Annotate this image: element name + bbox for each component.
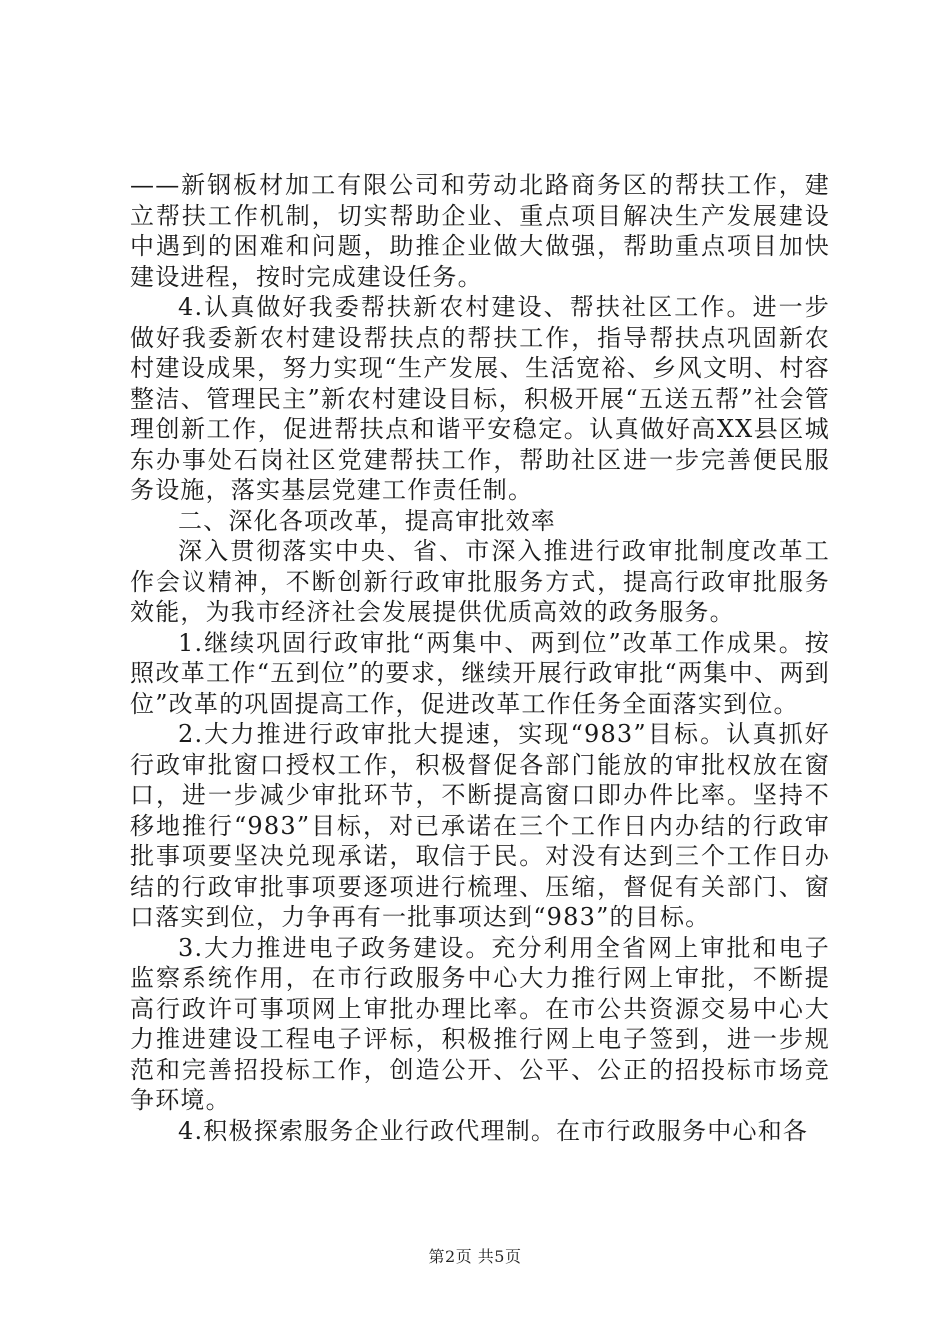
- paragraph-1: ——新钢板材加工有限公司和劳动北路商务区的帮扶工作，建立帮扶工作机制，切实帮助企业、重点项目解决生产发展建设中遇到的困难和问题，助推企业做大做强，帮助重点项目加快建设进程，按时完成建设任务。: [130, 171, 830, 291]
- paragraph-3: 深入贯彻落实中央、省、市深入推进行政审批制度改革工作会议精神，不断创新行政审批服务方式，提高行政审批服务效能，为我市经济社会发展提供优质高效的政务服务。: [130, 537, 830, 626]
- document-body: [130, 170, 830, 1146]
- page-number-footer: 第2页 共5页: [428, 1247, 522, 1266]
- paragraph-6: 3.大力推进电子政务建设。充分利用全省网上审批和电子监察系统作用，在市行政服务中心大力推行网上审批，不断提高行政许可事项网上审批办理比率。在市公共资源交易中心大力推进建设工程电子评标，积极推行网上电子签到，进一步规范和完善招投标工作，创造公开、公平、公正的招投标市场竞争环境。: [130, 933, 830, 1114]
- section-heading: 二、深化各项改革，提高审批效率: [178, 506, 556, 535]
- paragraph-7: 4.积极探索服务企业行政代理制。在市行政服务中心和各: [178, 1116, 809, 1145]
- paragraph-5: 2.大力推进行政审批大提速，实现“983”目标。认真抓好行政审批窗口授权工作，积极督促各部门能放的审批权放在窗口，进一步减少审批环节，不断提高窗口即办件比率。坚持不移地推行“983”目标，对已承诺在三个工作日内办结的行政审批事项要坚决兑现承诺，取信于民。对没有达到三个工作日办结的行政审批事项要逐项进行梳理、压缩，督促有关部门、窗口落实到位，力争再有一批事项达到“983”的目标。: [130, 720, 830, 931]
- paragraph-2: 4.认真做好我委帮扶新农村建设、帮扶社区工作。进一步做好我委新农村建设帮扶点的帮扶工作，指导帮扶点巩固新农村建设成果，努力实现“生产发展、生活宽裕、乡风文明、村容整洁、管理民主”新农村建设目标，积极开展“五送五帮”社会管理创新工作，促进帮扶点和谐平安稳定。认真做好高XX县区城东办事处石岗社区党建帮扶工作，帮助社区进一步完善便民服务设施，落实基层党建工作责任制。: [130, 293, 830, 504]
- paragraph-4: 1.继续巩固行政审批“两集中、两到位”改革工作成果。按照改革工作“五到位”的要求，继续开展行政审批“两集中、两到位”改革的巩固提高工作，促进改革工作任务全面落实到位。: [130, 628, 830, 718]
